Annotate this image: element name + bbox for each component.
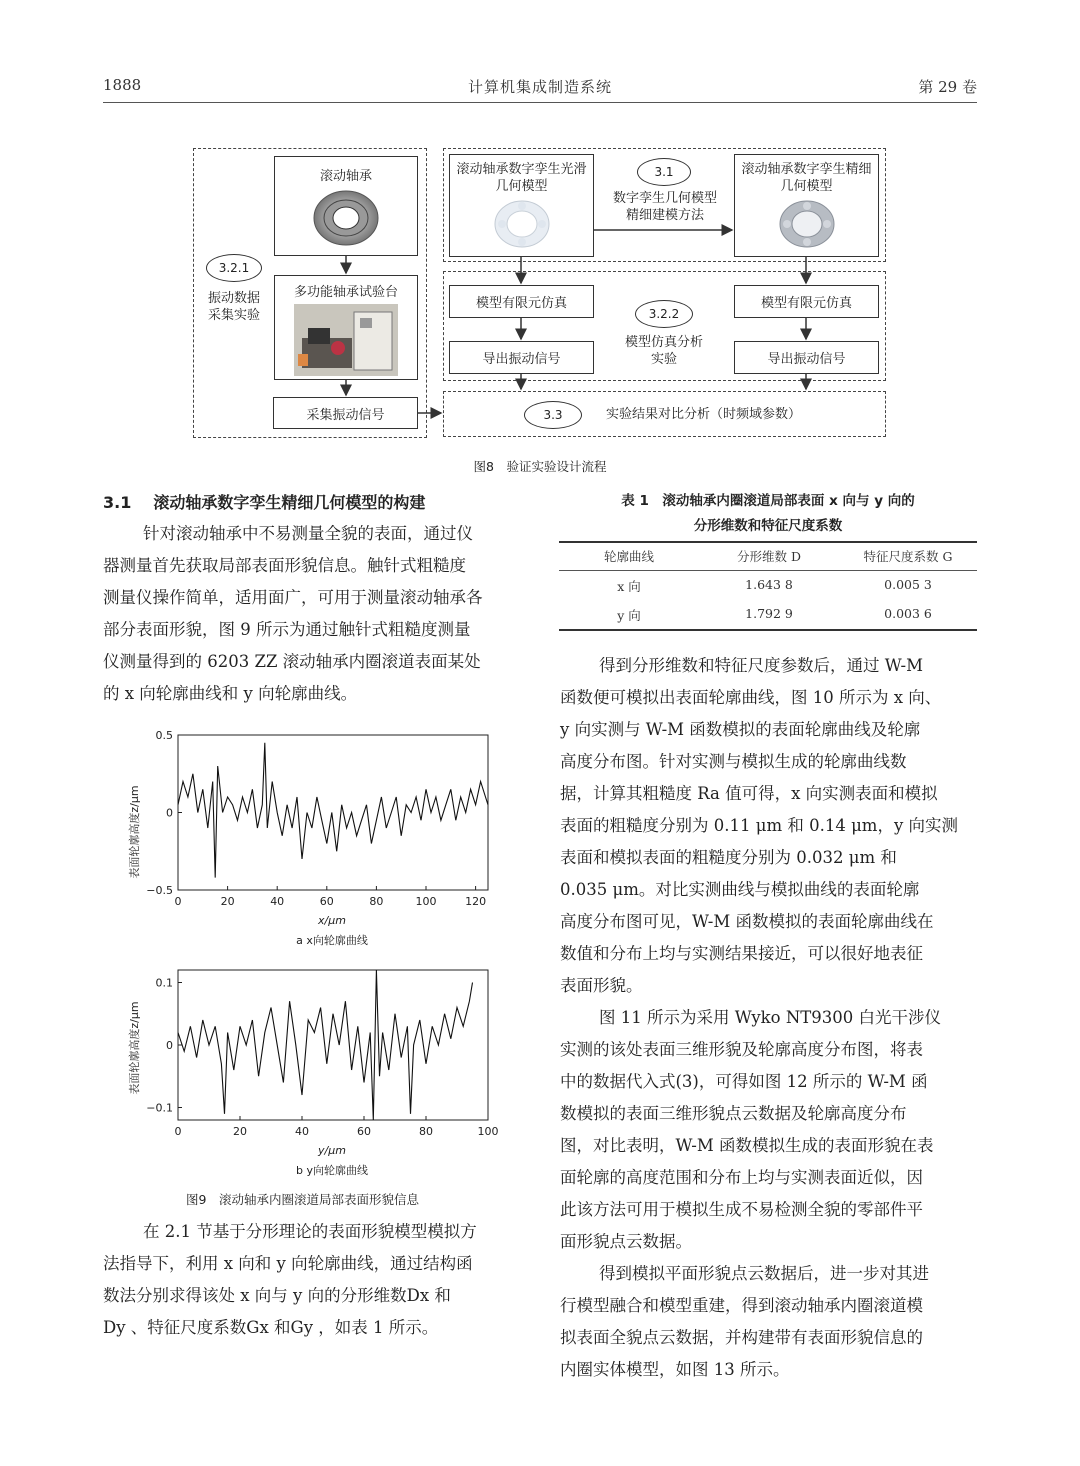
text-line: Dy 、特征尺度系数Gx 和Gy ，如表 1 所示。	[103, 1318, 439, 1337]
section-heading	[103, 490, 425, 513]
smooth-model-line2: 几何模型	[495, 179, 548, 194]
text-line: 数值和分布上均与实测结果接近，可以很好地表征	[560, 944, 923, 963]
x-tick-label: 100	[477, 1125, 499, 1138]
y-tick-label: −0.5	[146, 884, 173, 897]
x-tick-label: 120	[465, 895, 487, 908]
table1-title-line2: 分形维数和特征尺度系数	[693, 518, 843, 534]
bearing-box-label: 滚动轴承	[319, 169, 372, 184]
text-line: 此该方法可用于模拟生成不易检测全貌的零部件平	[560, 1200, 923, 1219]
table1-cell: x 向	[617, 579, 641, 594]
x-tick-label: 0	[174, 1125, 182, 1138]
export-right-box: 导出振动信号	[734, 341, 879, 374]
text-line: 针对滚动轴承中不易测量全貌的表面，通过仪	[143, 524, 473, 543]
y-tick-label: −0.1	[146, 1101, 173, 1115]
y-tick-label: 0	[166, 1039, 173, 1052]
text-line: 内圈实体模型，如图 13 所示。	[560, 1360, 790, 1379]
profile-series-line	[178, 970, 473, 1120]
chart-x-profile	[120, 722, 500, 958]
x-tick-label: 20	[233, 1125, 247, 1138]
text-line: 在 2.1 节基于分形理论的表面形貌模型模拟方	[143, 1222, 477, 1241]
text-line: 部分表面形貌，图 9 所示为通过触针式粗糙度测量	[103, 620, 471, 639]
x-tick-label: 60	[357, 1125, 371, 1138]
y-tick-label: 0.1	[155, 976, 173, 990]
sim-id: 3.2.2	[635, 300, 693, 328]
y-tick-label: 0.5	[155, 729, 173, 742]
text-line: 数法分别求得该处 x 向与 y 向的分形维数Dx 和	[103, 1286, 451, 1305]
text-line: 拟表面全貌点云数据，并构建带有表面形貌信息的	[560, 1328, 923, 1347]
figure9-caption: 图9 滚动轴承内圈滚道局部表面形貌信息	[186, 1192, 419, 1207]
collect-signal-box: 采集振动信号	[273, 397, 418, 429]
text-line: 高度分布图。针对实测与模拟生成的轮廓曲线数	[560, 752, 907, 771]
plot-frame	[178, 970, 488, 1120]
profile-series-line	[178, 743, 488, 878]
text-line: 图 11 所示为采用 Wyko NT9300 白光干涉仪	[599, 1008, 942, 1027]
text-line: 表面形貌。	[560, 976, 643, 995]
sim-label-line2: 实验	[650, 352, 677, 367]
compare-id: 3.3	[524, 401, 582, 429]
method-label-line1: 数字孪生几何模型	[612, 191, 717, 206]
table1-header: 分形维数 D	[737, 549, 801, 564]
left-group-id: 3.2.1	[206, 254, 262, 282]
chart-y-subcaption: b y向轮廓曲线	[296, 1164, 368, 1177]
text-line: 函数便可模拟出表面轮廓曲线，图 10 所示为 x 向、	[560, 688, 942, 707]
text-line: 表面和模拟表面的粗糙度分别为 0.032 μm 和	[560, 848, 897, 867]
chart-y-xlabel: y/μm	[318, 1144, 346, 1157]
fine-model-line2: 几何模型	[780, 179, 833, 194]
text-line: 表面的粗糙度分别为 0.11 μm 和 0.14 μm，y 向实测	[560, 816, 959, 835]
chart-x-xlabel: x/μm	[318, 914, 346, 927]
text-line: 高度分布图可见，W-M 函数模拟的表面轮廓曲线在	[560, 912, 934, 931]
x-tick-label: 40	[270, 895, 285, 908]
x-tick-label: 0	[174, 895, 182, 908]
text-line: 图，对比表明，W-M 函数模拟生成的表面形貌在表	[560, 1136, 934, 1155]
text-line: 仪测量得到的 6203 ZZ 滚动轴承内圈滚道表面某处	[103, 652, 481, 671]
y-tick-label: 0	[166, 806, 173, 820]
table1-top-rule	[559, 541, 977, 543]
text-line: 器测量首先获取局部表面形貌信息。触针式粗糙度	[103, 556, 466, 575]
chart-x-ylabel: 表面轮廓高度z/μm	[128, 785, 141, 879]
chart-y-profile	[120, 960, 500, 1184]
journal-title: 计算机集成制造系统	[467, 78, 612, 96]
text-line: y 向实测与 W-M 函数模拟的表面轮廓曲线及轮廓	[560, 720, 921, 739]
sim-label-line1: 模型仿真分析	[624, 335, 703, 350]
text-line: 行模型融合和模型重建，得到滚动轴承内圈滚道模	[560, 1296, 923, 1315]
chart-x-subcaption: a x向轮廓曲线	[296, 934, 368, 947]
figure8-arrows	[0, 0, 1080, 450]
section-number: 3.1	[103, 493, 132, 512]
text-line: 实测的该处表面三维形貌及轮廓高度分布图，将表	[560, 1040, 923, 1059]
table1-header: 轮廓曲线	[603, 549, 654, 564]
plot-frame	[178, 735, 488, 890]
page-number: 1888	[103, 76, 142, 94]
table1-cell: 1.643 8	[745, 577, 793, 592]
table1-header: 特征尺度系数 G	[863, 549, 953, 564]
table1-cell: y 向	[617, 608, 641, 623]
text-line: 测量仪操作简单，适用面广，可用于测量滚动轴承各	[103, 588, 483, 607]
x-tick-label: 40	[295, 1125, 309, 1138]
table1-mid-rule	[559, 570, 977, 571]
left-group-label-line1: 振动数据	[207, 291, 260, 306]
smooth-model-line1: 滚动轴承数字孪生光滑	[456, 162, 587, 177]
table1-bottom-rule	[559, 629, 977, 631]
volume-label: 第 29 卷	[918, 78, 977, 96]
text-line: 面形貌点云数据。	[560, 1232, 692, 1251]
table1-title-line1: 表 1 滚动轴承内圈滚道局部表面 x 向与 y 向的	[621, 493, 915, 509]
fem-left-box: 模型有限元仿真	[449, 285, 594, 318]
text-line: 的 x 向轮廓曲线和 y 向轮廓曲线。	[103, 684, 358, 703]
fem-right-box: 模型有限元仿真	[734, 285, 879, 318]
table1-cell: 0.005 3	[884, 577, 932, 592]
export-left-box: 导出振动信号	[449, 341, 594, 374]
text-line: 据，计算其粗糙度 Ra 值可得，x 向实测表面和模拟	[560, 784, 938, 803]
x-tick-label: 80	[369, 895, 384, 908]
text-line: 得到分形维数和特征尺度参数后，通过 W-M	[599, 656, 923, 675]
text-line: 0.035 μm。对比实测曲线与模拟曲线的表面轮廓	[560, 880, 920, 899]
x-tick-label: 60	[319, 895, 334, 908]
text-line: 中的数据代入式(3)，可得如图 12 所示的 W-M 函	[560, 1072, 928, 1091]
fine-model-line1: 滚动轴承数字孪生精细	[741, 162, 872, 177]
x-tick-label: 100	[415, 895, 437, 908]
compare-label: 实验结果对比分析（时频域参数）	[606, 407, 802, 422]
table1-cell: 1.792 9	[745, 606, 793, 621]
left-group-label-line2: 采集实验	[207, 308, 260, 323]
x-tick-label: 20	[220, 895, 235, 908]
text-line: 得到模拟平面形貌点云数据后，进一步对其进	[599, 1264, 929, 1283]
text-line: 面轮廓的高度范围和分布上均与实测表面近似，因	[560, 1168, 923, 1187]
figure8-caption: 图8 验证实验设计流程	[473, 459, 607, 474]
text-line: 数模拟的表面三维形貌点云数据及轮廓高度分布	[560, 1104, 907, 1123]
chart-y-ylabel: 表面轮廓高度z/μm	[128, 1001, 141, 1095]
method-label-line2: 精细建模方法	[625, 208, 704, 223]
table1-cell: 0.003 6	[884, 606, 932, 621]
x-tick-label: 80	[419, 1125, 433, 1138]
section-title: 滚动轴承数字孪生精细几何模型的构建	[153, 493, 426, 512]
testbench-box-label: 多功能轴承试验台	[293, 285, 398, 300]
text-line: 法指导下，利用 x 向和 y 向轮廓曲线，通过结构函	[103, 1254, 473, 1273]
method-id: 3.1	[637, 158, 691, 186]
